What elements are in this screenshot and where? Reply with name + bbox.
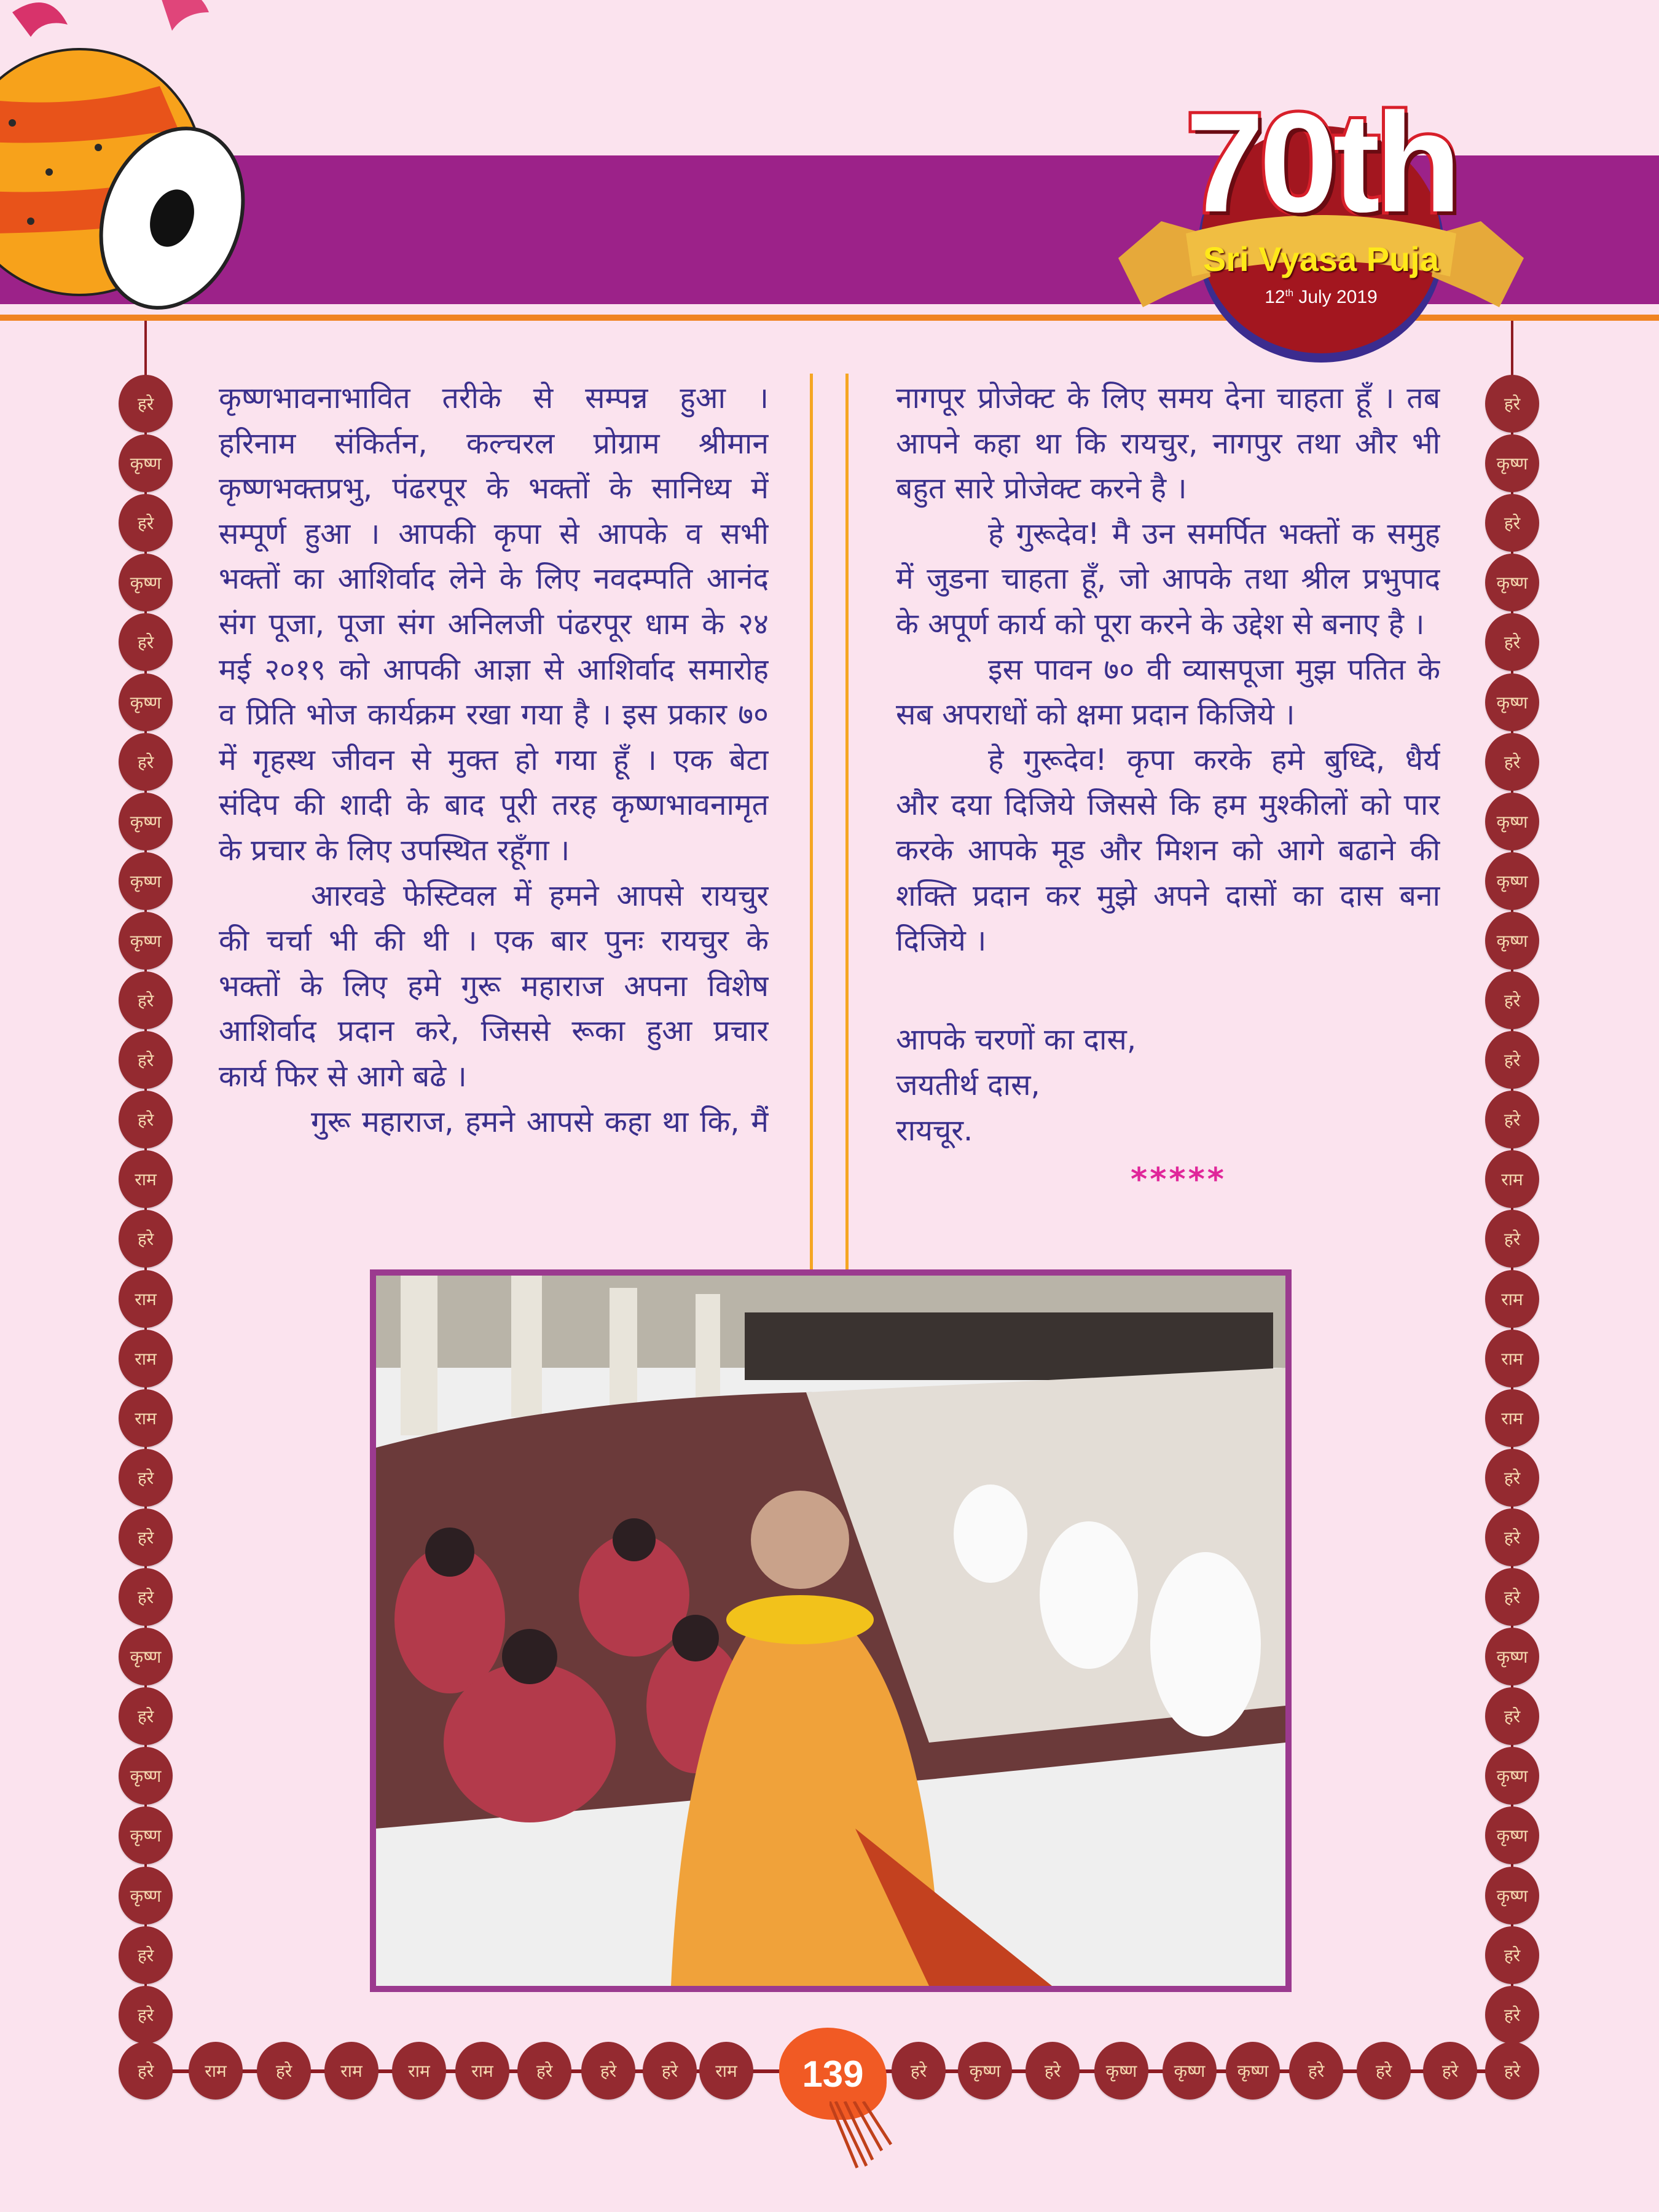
mantra-bead: हरे <box>119 1091 173 1148</box>
mantra-bead: कृष्ण <box>119 793 173 850</box>
text-line: करके आपके मूड और मिशन को आगे बढाने की <box>896 833 1440 868</box>
mantra-bead: हरे <box>1485 733 1539 791</box>
mantra-bead: हरे <box>1485 1687 1539 1745</box>
mantra-bead: हरे <box>1485 494 1539 552</box>
mantra-bead: कृष्ण <box>1485 912 1539 970</box>
mantra-bead: राम <box>455 2042 509 2100</box>
mantra-bead: हरे <box>119 375 173 433</box>
logo-anniversary-number: 70th <box>1185 84 1457 241</box>
mantra-bead: राम <box>119 1389 173 1447</box>
text-line: हरिनाम संकिर्तन, कल्चरल प्रोग्राम श्रीमान <box>219 426 769 461</box>
text-line: दिजिये । <box>896 924 987 959</box>
mridanga-drum-illustration <box>0 0 264 332</box>
text-line: हे गुरूदेव! कृपा करके हमे बुध्दि, धैर्य <box>988 742 1440 777</box>
text-line: सम्पूर्ण हुआ । आपकी कृपा से आपके व सभी <box>219 516 769 551</box>
text-line: के अपूर्ण कार्य को पूरा करने के उद्देश से बनाए है । <box>896 606 1425 641</box>
mantra-bead: राम <box>1485 1389 1539 1447</box>
mantra-bead: हरे <box>892 2042 946 2100</box>
text-line: आरवडे फेस्टिवल में हमने आपसे रायचुर <box>311 878 769 913</box>
text-line: संदिप की शादी के बाद पूरी तरह कृष्णभावनामृत <box>219 788 769 823</box>
mantra-bead: राम <box>392 2042 446 2100</box>
mantra-bead: हरे <box>119 1508 173 1566</box>
text-line: आपने कहा था कि रायचुर, नागपुर तथा और भी <box>896 426 1440 461</box>
mantra-bead: हरे <box>1485 1568 1539 1626</box>
mantra-bead: हरे <box>119 2042 173 2100</box>
mantra-bead: हरे <box>1485 1091 1539 1148</box>
signature-name: जयतीर्थ दास, <box>896 1068 1040 1102</box>
mantra-bead: राम <box>119 1150 173 1208</box>
text-line: सब अपराधों को क्षमा प्रदान किजिये । <box>896 697 1295 732</box>
signature-line: आपके चरणों का दास, <box>896 1022 1137 1057</box>
mantra-bead: हरे <box>119 1031 173 1089</box>
mantra-bead: कृष्ण <box>1485 1628 1539 1685</box>
mantra-bead: कृष्ण <box>119 673 173 731</box>
mantra-bead: हरे <box>1423 2042 1477 2100</box>
mantra-bead: हरे <box>1485 613 1539 671</box>
text-line: के प्रचार के लिए उपस्थित रहूँगा । <box>219 833 570 868</box>
mantra-bead: कृष्ण <box>958 2042 1012 2100</box>
mantra-bead: हरे <box>119 1687 173 1745</box>
mantra-bead: राम <box>119 1270 173 1328</box>
mantra-bead: कृष्ण <box>119 852 173 910</box>
mantra-bead: कृष्ण <box>1485 434 1539 492</box>
mantra-bead: कृष्ण <box>119 1806 173 1864</box>
text-line: गुरू महाराज, हमने आपसे कहा था कि, मैं <box>311 1104 769 1139</box>
logo-date: 12th July 2019 <box>1265 287 1378 307</box>
text-line: बहुत सारे प्रोजेक्ट करने है । <box>896 471 1187 506</box>
text-line: कृष्णभावनाभावित तरीके से सम्पन्न हुआ । <box>219 381 769 415</box>
mantra-bead: हरे <box>1026 2042 1080 2100</box>
mantra-bead: हरे <box>1485 971 1539 1029</box>
right-text-column <box>896 376 1440 964</box>
mantra-bead: हरे <box>119 1568 173 1626</box>
mantra-bead: कृष्ण <box>1094 2042 1148 2100</box>
mantra-bead: हरे <box>119 1926 173 1984</box>
mantra-bead: कृष्ण <box>119 434 173 492</box>
mantra-bead: कृष्ण <box>119 554 173 611</box>
left-text-column <box>219 376 769 1145</box>
mantra-bead: कृष्ण <box>119 1628 173 1685</box>
mantra-bead: हरे <box>257 2042 311 2100</box>
mantra-bead: राम <box>189 2042 243 2100</box>
kirtan-gathering-photo <box>370 1269 1292 1992</box>
mantra-bead: कृष्ण <box>119 1867 173 1924</box>
mantra-bead: हरे <box>1485 2042 1539 2100</box>
mantra-bead: हरे <box>1485 1210 1539 1268</box>
text-line: में जुडना चाहता हूँ, जो आपके तथा श्रील प्रभुपाद <box>896 562 1440 597</box>
text-line: और दया दिजिये जिससे कि हम मुश्कीलों को पार <box>896 788 1440 823</box>
logo-title: Sri Vyasa Puja <box>1203 240 1439 278</box>
signature-place: रायचूर. <box>896 1113 973 1148</box>
text-line: में गृहस्थ जीवन से मुक्त हो गया हूँ । एक बेटा <box>219 742 769 777</box>
text-line: इस पावन ७० वी व्यासपूजा मुझ पतित के <box>988 652 1440 687</box>
mantra-bead: हरे <box>643 2042 697 2100</box>
text-line: की चर्चा भी की थी । एक बार पुनः रायचुर के <box>219 924 769 959</box>
mantra-bead: कृष्ण <box>1485 793 1539 850</box>
mantra-bead: कृष्ण <box>1485 852 1539 910</box>
mantra-bead: कृष्ण <box>1485 1806 1539 1864</box>
mantra-bead: कृष्ण <box>1163 2042 1217 2100</box>
text-line: भक्तों का आशिर्वाद लेने के लिए नवदम्पति आनंद <box>219 562 769 597</box>
column-divider <box>845 374 849 1271</box>
mantra-bead: हरे <box>119 733 173 791</box>
mala-tassel-icon <box>830 2101 897 2169</box>
text-line: कृष्णभक्तप्रभु, पंढरपूर के भक्तों के सानिध्य में <box>219 471 769 506</box>
mantra-bead: कृष्ण <box>1485 1747 1539 1805</box>
mantra-bead: हरे <box>1357 2042 1411 2100</box>
column-divider <box>810 374 813 1271</box>
mantra-bead: हरे <box>119 494 173 552</box>
text-line: भक्तों के लिए हमे गुरू महाराज अपना विशेष <box>219 968 769 1003</box>
text-line: हे गुरूदेव! मै उन समर्पित भक्तों क समुह <box>988 516 1440 551</box>
mantra-bead: कृष्ण <box>1226 2042 1280 2100</box>
mantra-bead: कृष्ण <box>119 912 173 970</box>
mantra-bead: हरे <box>119 1449 173 1507</box>
mantra-bead: हरे <box>1289 2042 1343 2100</box>
mantra-bead: हरे <box>517 2042 571 2100</box>
mantra-bead: कृष्ण <box>1485 673 1539 731</box>
stars-separator: ***** <box>1131 1161 1226 1198</box>
mantra-bead: राम <box>324 2042 378 2100</box>
mantra-bead: हरे <box>1485 1986 1539 2044</box>
mantra-bead: राम <box>1485 1270 1539 1328</box>
mantra-bead: राम <box>699 2042 753 2100</box>
vyasa-puja-logo <box>1106 84 1536 363</box>
mantra-bead: राम <box>1485 1150 1539 1208</box>
mantra-bead: कृष्ण <box>1485 554 1539 611</box>
text-line: संग पूजा, पूजा संग अनिलजी पंढरपूर धाम के २४ <box>219 606 769 641</box>
mantra-bead: हरे <box>581 2042 635 2100</box>
mantra-bead: राम <box>1485 1330 1539 1387</box>
text-line: आशिर्वाद प्रदान करे, जिससे रूका हुआ प्रचार <box>219 1014 769 1049</box>
mantra-bead: हरे <box>119 1210 173 1268</box>
text-line: शक्ति प्रदान कर मुझे अपने दासों का दास बना <box>896 878 1440 913</box>
mantra-bead: हरे <box>119 971 173 1029</box>
mantra-bead: हरे <box>119 1986 173 2044</box>
text-line: नागपूर प्रोजेक्ट के लिए समय देना चाहता हूँ । तब <box>896 381 1440 415</box>
mantra-bead: हरे <box>1485 1508 1539 1566</box>
text-line: कार्य फिर से आगे बढे । <box>219 1059 467 1094</box>
text-line: मई २०१९ को आपकी आज्ञा से आशिर्वाद समारोह <box>219 652 769 687</box>
mantra-bead: हरे <box>1485 1031 1539 1089</box>
mantra-bead: कृष्ण <box>1485 1867 1539 1924</box>
mantra-bead: राम <box>119 1330 173 1387</box>
signature-block <box>896 1017 1136 1153</box>
mantra-bead: हरे <box>1485 1926 1539 1984</box>
mantra-bead: हरे <box>1485 1449 1539 1507</box>
text-line: व प्रिति भोज कार्यक्रम रखा गया है । इस प्रकार ७० <box>219 697 769 732</box>
page-number-badge: 139 <box>779 2028 887 2120</box>
mantra-bead: कृष्ण <box>119 1747 173 1805</box>
mantra-bead: हरे <box>119 613 173 671</box>
mantra-bead: हरे <box>1485 375 1539 433</box>
